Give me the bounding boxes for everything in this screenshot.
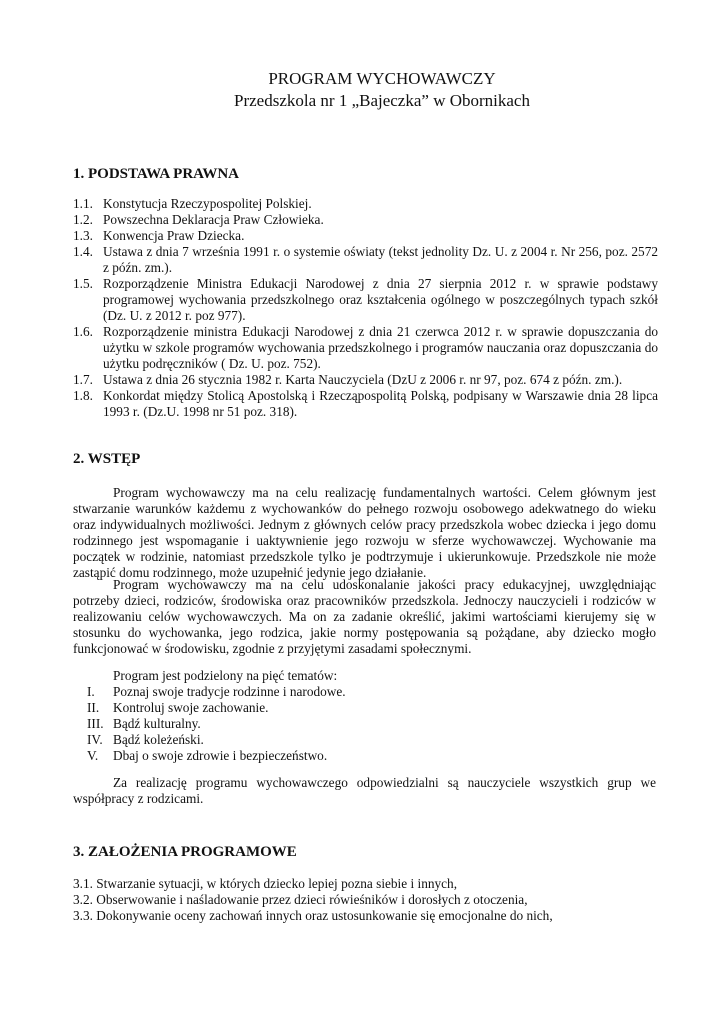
list-item	[73, 372, 658, 388]
item-text: Poznaj swoje tradycje rodzinne i narodowe.	[113, 684, 346, 699]
intro-paragraph-1	[73, 485, 656, 581]
item-number: II.	[87, 700, 100, 715]
list-item: 3.1. Stwarzanie sytuacji, w których dziecko lepiej pozna siebie i innych,	[73, 876, 458, 891]
list-item: 3.3. Dokonywanie oceny zachowań innych oraz ustosunkowanie się emocjonalne do nich,	[73, 908, 553, 923]
assumptions-list	[73, 876, 658, 924]
item-number: 1.5.	[73, 276, 93, 291]
list-item	[73, 228, 658, 244]
list-item	[73, 196, 658, 212]
list-item	[73, 244, 658, 276]
topics-list	[73, 684, 573, 764]
item-text: Rozporządzenie Ministra Edukacji Narodowej z dnia 27 sierpnia 2012 r. w sprawie podstawy programowej wychowania przedszkolnego oraz kształcenia ogólnego w poszczególnych typach szkół (Dz. U. z 2012 r. poz 977).	[103, 276, 658, 323]
item-number: 1.7.	[73, 372, 93, 387]
section-heading-introduction: 2. WSTĘP	[73, 451, 141, 467]
list-item	[73, 748, 573, 764]
intro-paragraph-4	[73, 775, 656, 807]
item-text: Bądź kulturalny.	[113, 716, 201, 731]
item-text: Konstytucja Rzeczypospolitej Polskiej.	[103, 196, 312, 211]
title-main: PROGRAM WYCHOWAWCZY	[268, 69, 496, 88]
item-number: 1.3.	[73, 228, 93, 243]
paragraph-text: Za realizację programu wychowawczego odpowiedzialni są nauczyciele wszystkich grup we współpracy z rodzicami.	[73, 775, 656, 806]
item-text: Rozporządzenie ministra Edukacji Narodowej z dnia 21 czerwca 2012 r. w sprawie dopuszczania do użytku w szkole programów wychowania przedszkolnego i programów nauczania oraz dopuszczania do użytku podręczników ( Dz. U. poz. 752).	[103, 324, 658, 371]
item-text: Konkordat między Stolicą Apostolską i Rzecząpospolitą Polską, podpisany w Warszawie dnia 28 lipca 1993 r. (Dz.U. 1998 nr 51 poz. 318).	[103, 388, 658, 419]
paragraph-text: Program wychowawczy ma na celu realizację fundamentalnych wartości. Celem głównym jest stwarzanie warunków każdemu z wychowanków do pełnego rozwoju osobowego adekwatnego do wieku oraz indywidualnych możliwości. Jednym z głównych celów pracy przedszkola wobec dziecka i jego domu rodzinnego jest wspomaganie i uaktywnienie jego rozwoju w sferze wychowawczej. Wychowanie ma początek w rodzinie, natomiast przedszkole tylko je podtrzymuje i ukierunkowuje. Przedszkole nie może zastąpić domu rodzinnego, może uzupełnić jedynie jego działanie.	[73, 485, 656, 580]
list-item	[73, 684, 573, 700]
item-number: 1.8.	[73, 388, 93, 403]
item-text: Powszechna Deklaracja Praw Człowieka.	[103, 212, 324, 227]
list-item	[73, 388, 658, 420]
paragraph-text: Program jest podzielony na pięć tematów:	[113, 668, 338, 683]
item-number: III.	[87, 716, 104, 731]
section-heading-legal-basis: 1. PODSTAWA PRAWNA	[73, 166, 239, 182]
item-number: I.	[87, 684, 95, 699]
item-text: Ustawa z dnia 7 września 1991 r. o systemie oświaty (tekst jednolity Dz. U. z 2004 r. Nr 256, poz. 2572 z późn. zm.).	[103, 244, 658, 275]
list-item	[73, 212, 658, 228]
intro-paragraph-2	[73, 577, 656, 657]
list-item	[73, 324, 658, 372]
item-number: IV.	[87, 732, 103, 747]
intro-paragraph-3	[73, 668, 656, 684]
section-heading-program-assumptions: 3. ZAŁOŻENIA PROGRAMOWE	[73, 844, 297, 860]
list-item	[73, 276, 658, 324]
item-number: V.	[87, 748, 99, 763]
item-number: 1.4.	[73, 244, 93, 259]
item-number: 1.1.	[73, 196, 93, 211]
item-text: Bądź koleżeński.	[113, 732, 204, 747]
title-subtitle: Przedszkola nr 1 „Bajeczka” w Obornikach	[234, 91, 530, 110]
list-item	[73, 700, 573, 716]
item-text: Konwencja Praw Dziecka.	[103, 228, 245, 243]
list-item: 3.2. Obserwowanie i naśladowanie przez dzieci rówieśników i dorosłych z otoczenia,	[73, 892, 528, 907]
item-text: Kontroluj swoje zachowanie.	[113, 700, 269, 715]
item-text: Dbaj o swoje zdrowie i bezpieczeństwo.	[113, 748, 328, 763]
legal-basis-list	[73, 196, 658, 420]
list-item	[73, 732, 573, 748]
item-text: Ustawa z dnia 26 stycznia 1982 r. Karta Nauczyciela (DzU z 2006 r. nr 97, poz. 674 z późn. zm.).	[103, 372, 623, 387]
item-number: 1.2.	[73, 212, 93, 227]
item-number: 1.6.	[73, 324, 93, 339]
document-title	[0, 68, 724, 112]
list-item	[73, 716, 573, 732]
paragraph-text: Program wychowawczy ma na celu udoskonalanie jakości pracy edukacyjnej, uwzględniając potrzeby dzieci, rodziców, środowiska oraz pracowników przedszkola. Jednoczy nauczycieli i rodziców w realizowaniu celów wychowawczych. Ma on za zadanie określić, jakimi wartościami kierujemy się w stosunku do wychowanka, jego rodzica, jakie normy postępowania są pożądane, aby dziecko mogło funkcjonować w środowisku, zgodnie z przyjętymi zasadami społecznymi.	[73, 577, 656, 656]
